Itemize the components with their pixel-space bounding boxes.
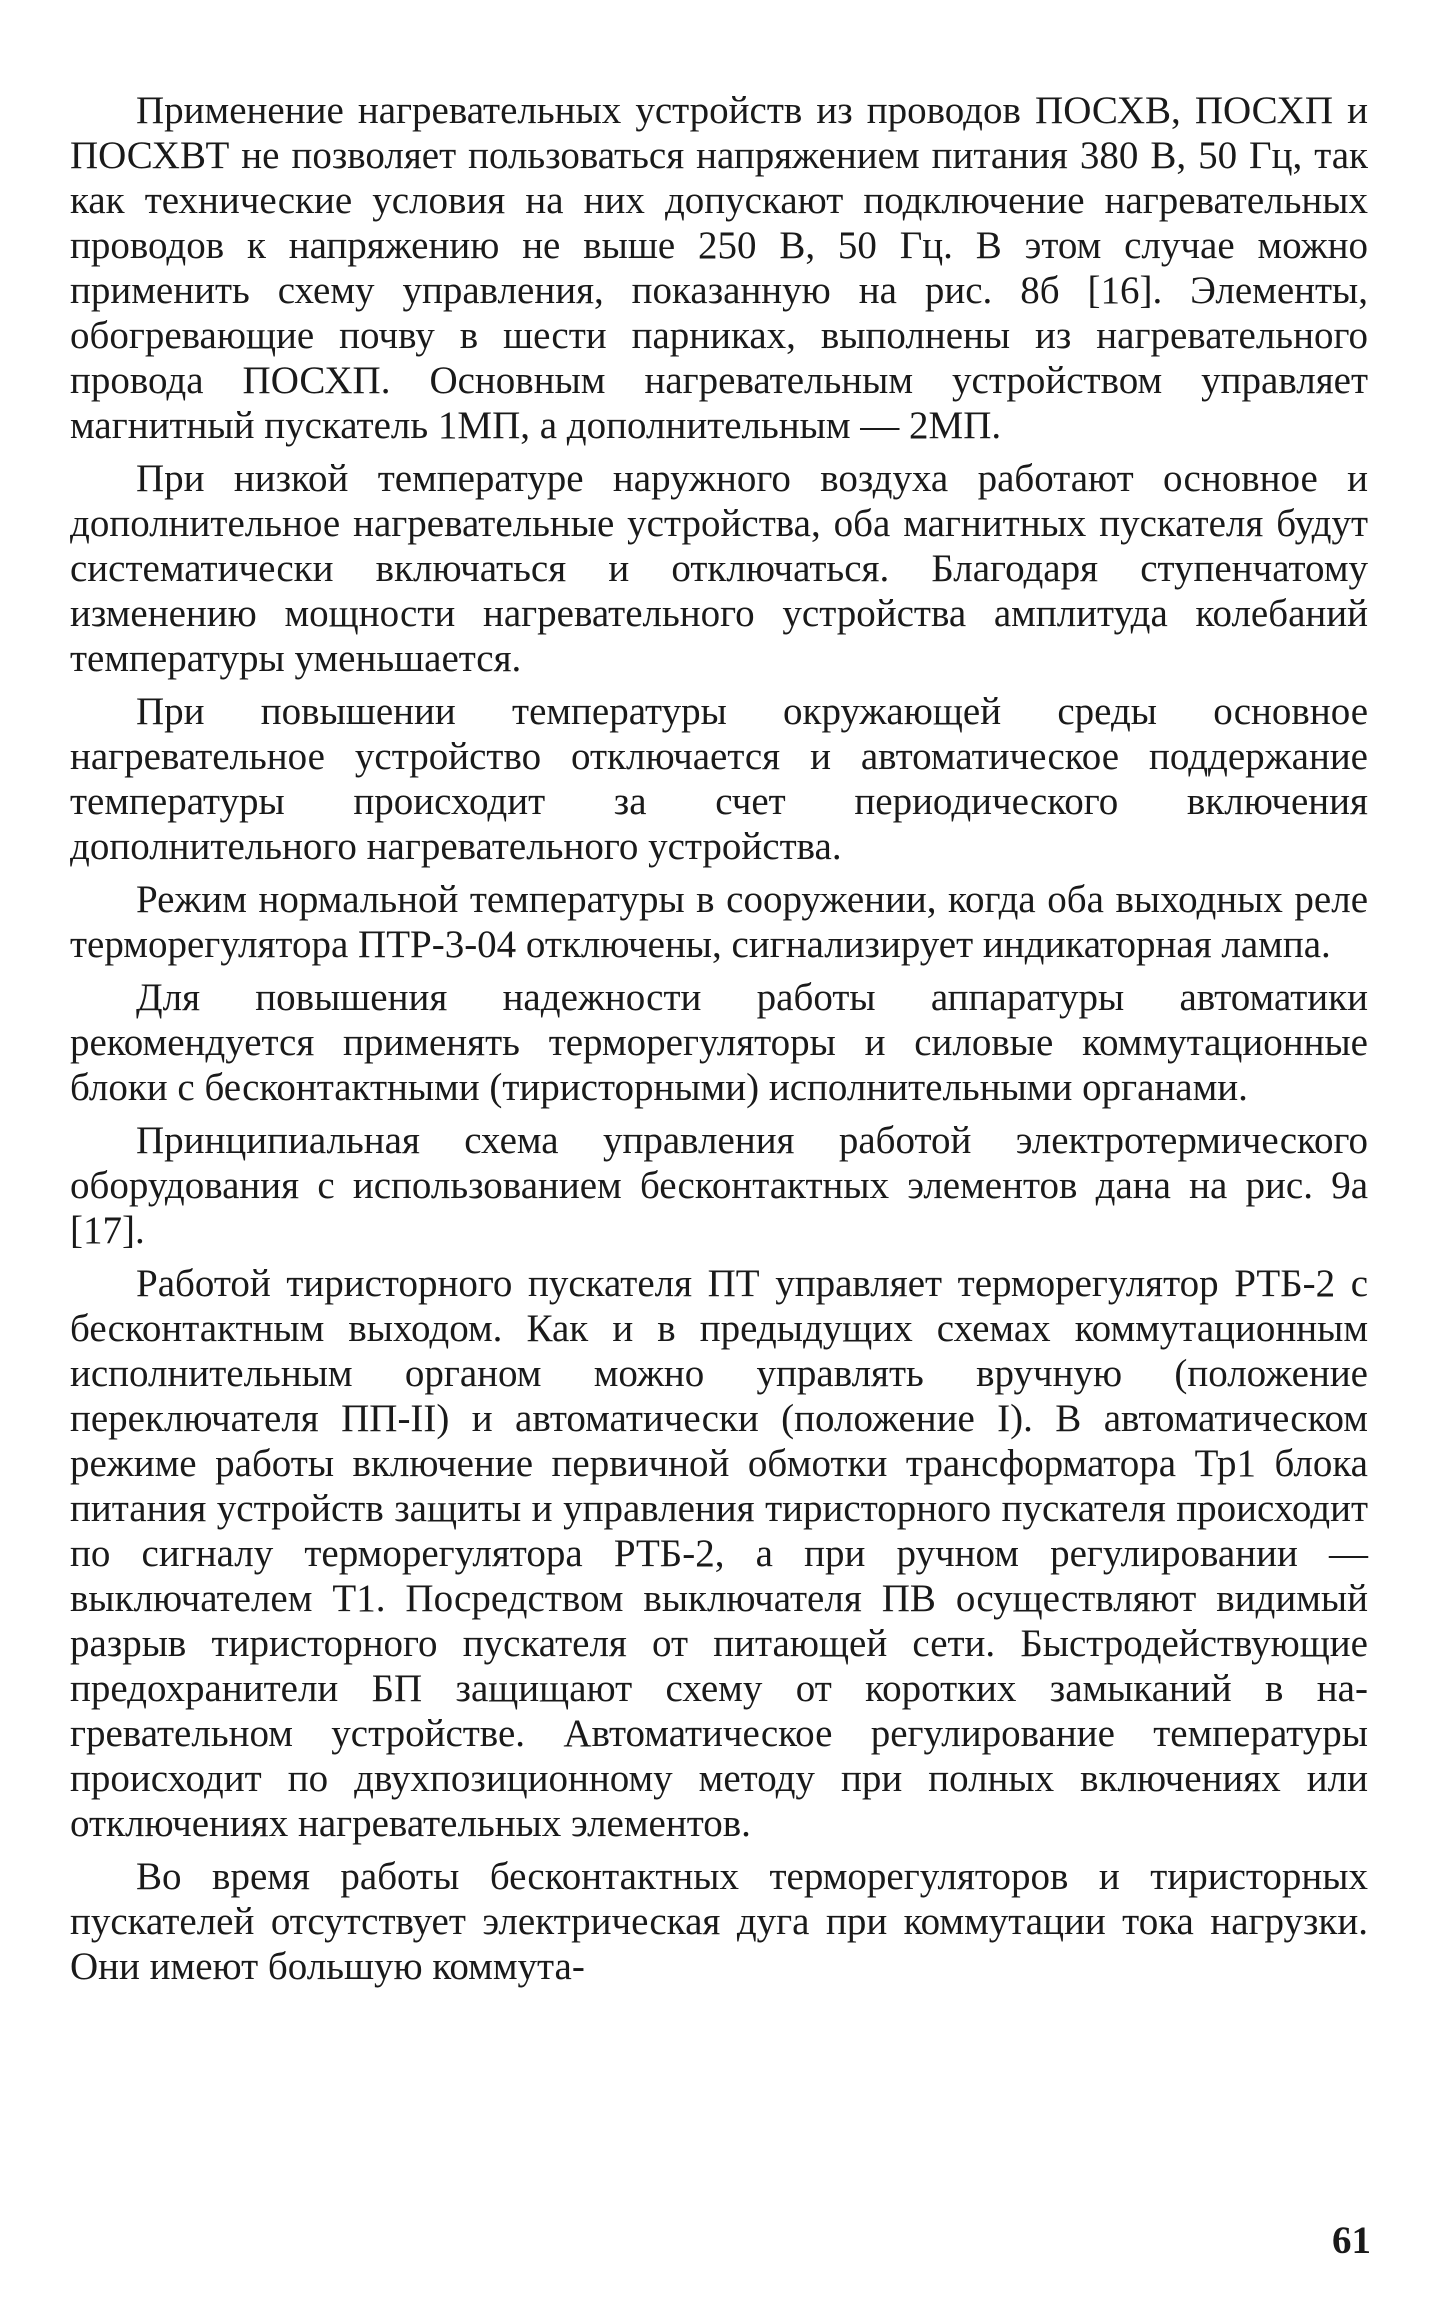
- paragraph-3: При повышении температуры окружающей среды основное нагревательное устройство отключается и автоматическое поддержание температуры происходит за счет периодического включения дополнительного нагревательного устройства.: [70, 690, 1368, 868]
- paragraph-2: При низкой температуре наружного воздуха работают основное и дополнительное нагревательные устройства, оба магнитных пускателя будут систематически включаться и отключаться. Благодаря ступенчатому изменению мощности нагревательного устройства амплитуда колебаний температуры уменьшается.: [70, 457, 1368, 680]
- page-number: 61: [1332, 2219, 1371, 2262]
- paragraph-1: Применение нагревательных устройств из проводов ПОСХВ, ПОСХП и ПОСХВТ не позволяет пользоваться напряжением питания 380 В, 50 Гц, так как технические условия на них допускают подключение нагревательных проводов к напряжению не выше 250 В, 50 Гц. В этом случае можно применить схему управления, показанную на рис. 8б [16]. Элементы, обогревающие почву в шести парниках, выполнены из нагревательного провода ПОСХП. Основным нагревательным устройством управляет магнитный пускатель 1МП, а дополнительным — 2МП.: [70, 89, 1368, 447]
- paragraph-4: Режим нормальной температуры в сооружении, когда оба выходных реле терморегулятора ПТР-3-04 отключены, сигнализирует индикаторная лампа.: [70, 878, 1368, 966]
- page-body: [70, 88, 1368, 1997]
- paragraph-8: Во время работы бесконтактных терморегуляторов и тиристорных пускателей отсутствует электрическая дуга при коммутации тока нагрузки. Они имеют большую коммута-: [70, 1855, 1368, 1988]
- paragraph-6: Принципиальная схема управления работой электротермического оборудования с использованием бесконтактных элементов дана на рис. 9а [17].: [70, 1119, 1368, 1252]
- paragraph-5: Для повышения надежности работы аппаратуры автоматики рекомендуется применять терморегуляторы и силовые коммутационные блоки с бесконтактными (тиристорными) исполнительными органами.: [70, 976, 1368, 1109]
- paragraph-7: Работой тиристорного пускателя ПТ управляет терморегулятор РТБ-2 с бесконтактным выходом. Как и в предыдущих схемах коммутационным исполнительным органом можно управлять вручную (положение переключателя ПП-II) и автоматически (положение I). В автоматическом режиме работы включение первичной обмотки трансформатора Тр1 блока питания устройств защиты и управления тиристорного пускателя происходит по сигналу терморегулятора РТБ-2, а при ручном регулировании — выключателем Т1. Посредством выключателя ПВ осуществляют видимый разрыв тиристорного пускателя от питающей сети. Быстродействующие предохранители БП защищают схему от коротких замыканий в нагревательном устройстве. Автоматическое регулирование температуры происходит по двухпозиционному методу при полных включениях или отключениях нагревательных элементов.: [70, 1262, 1368, 1845]
